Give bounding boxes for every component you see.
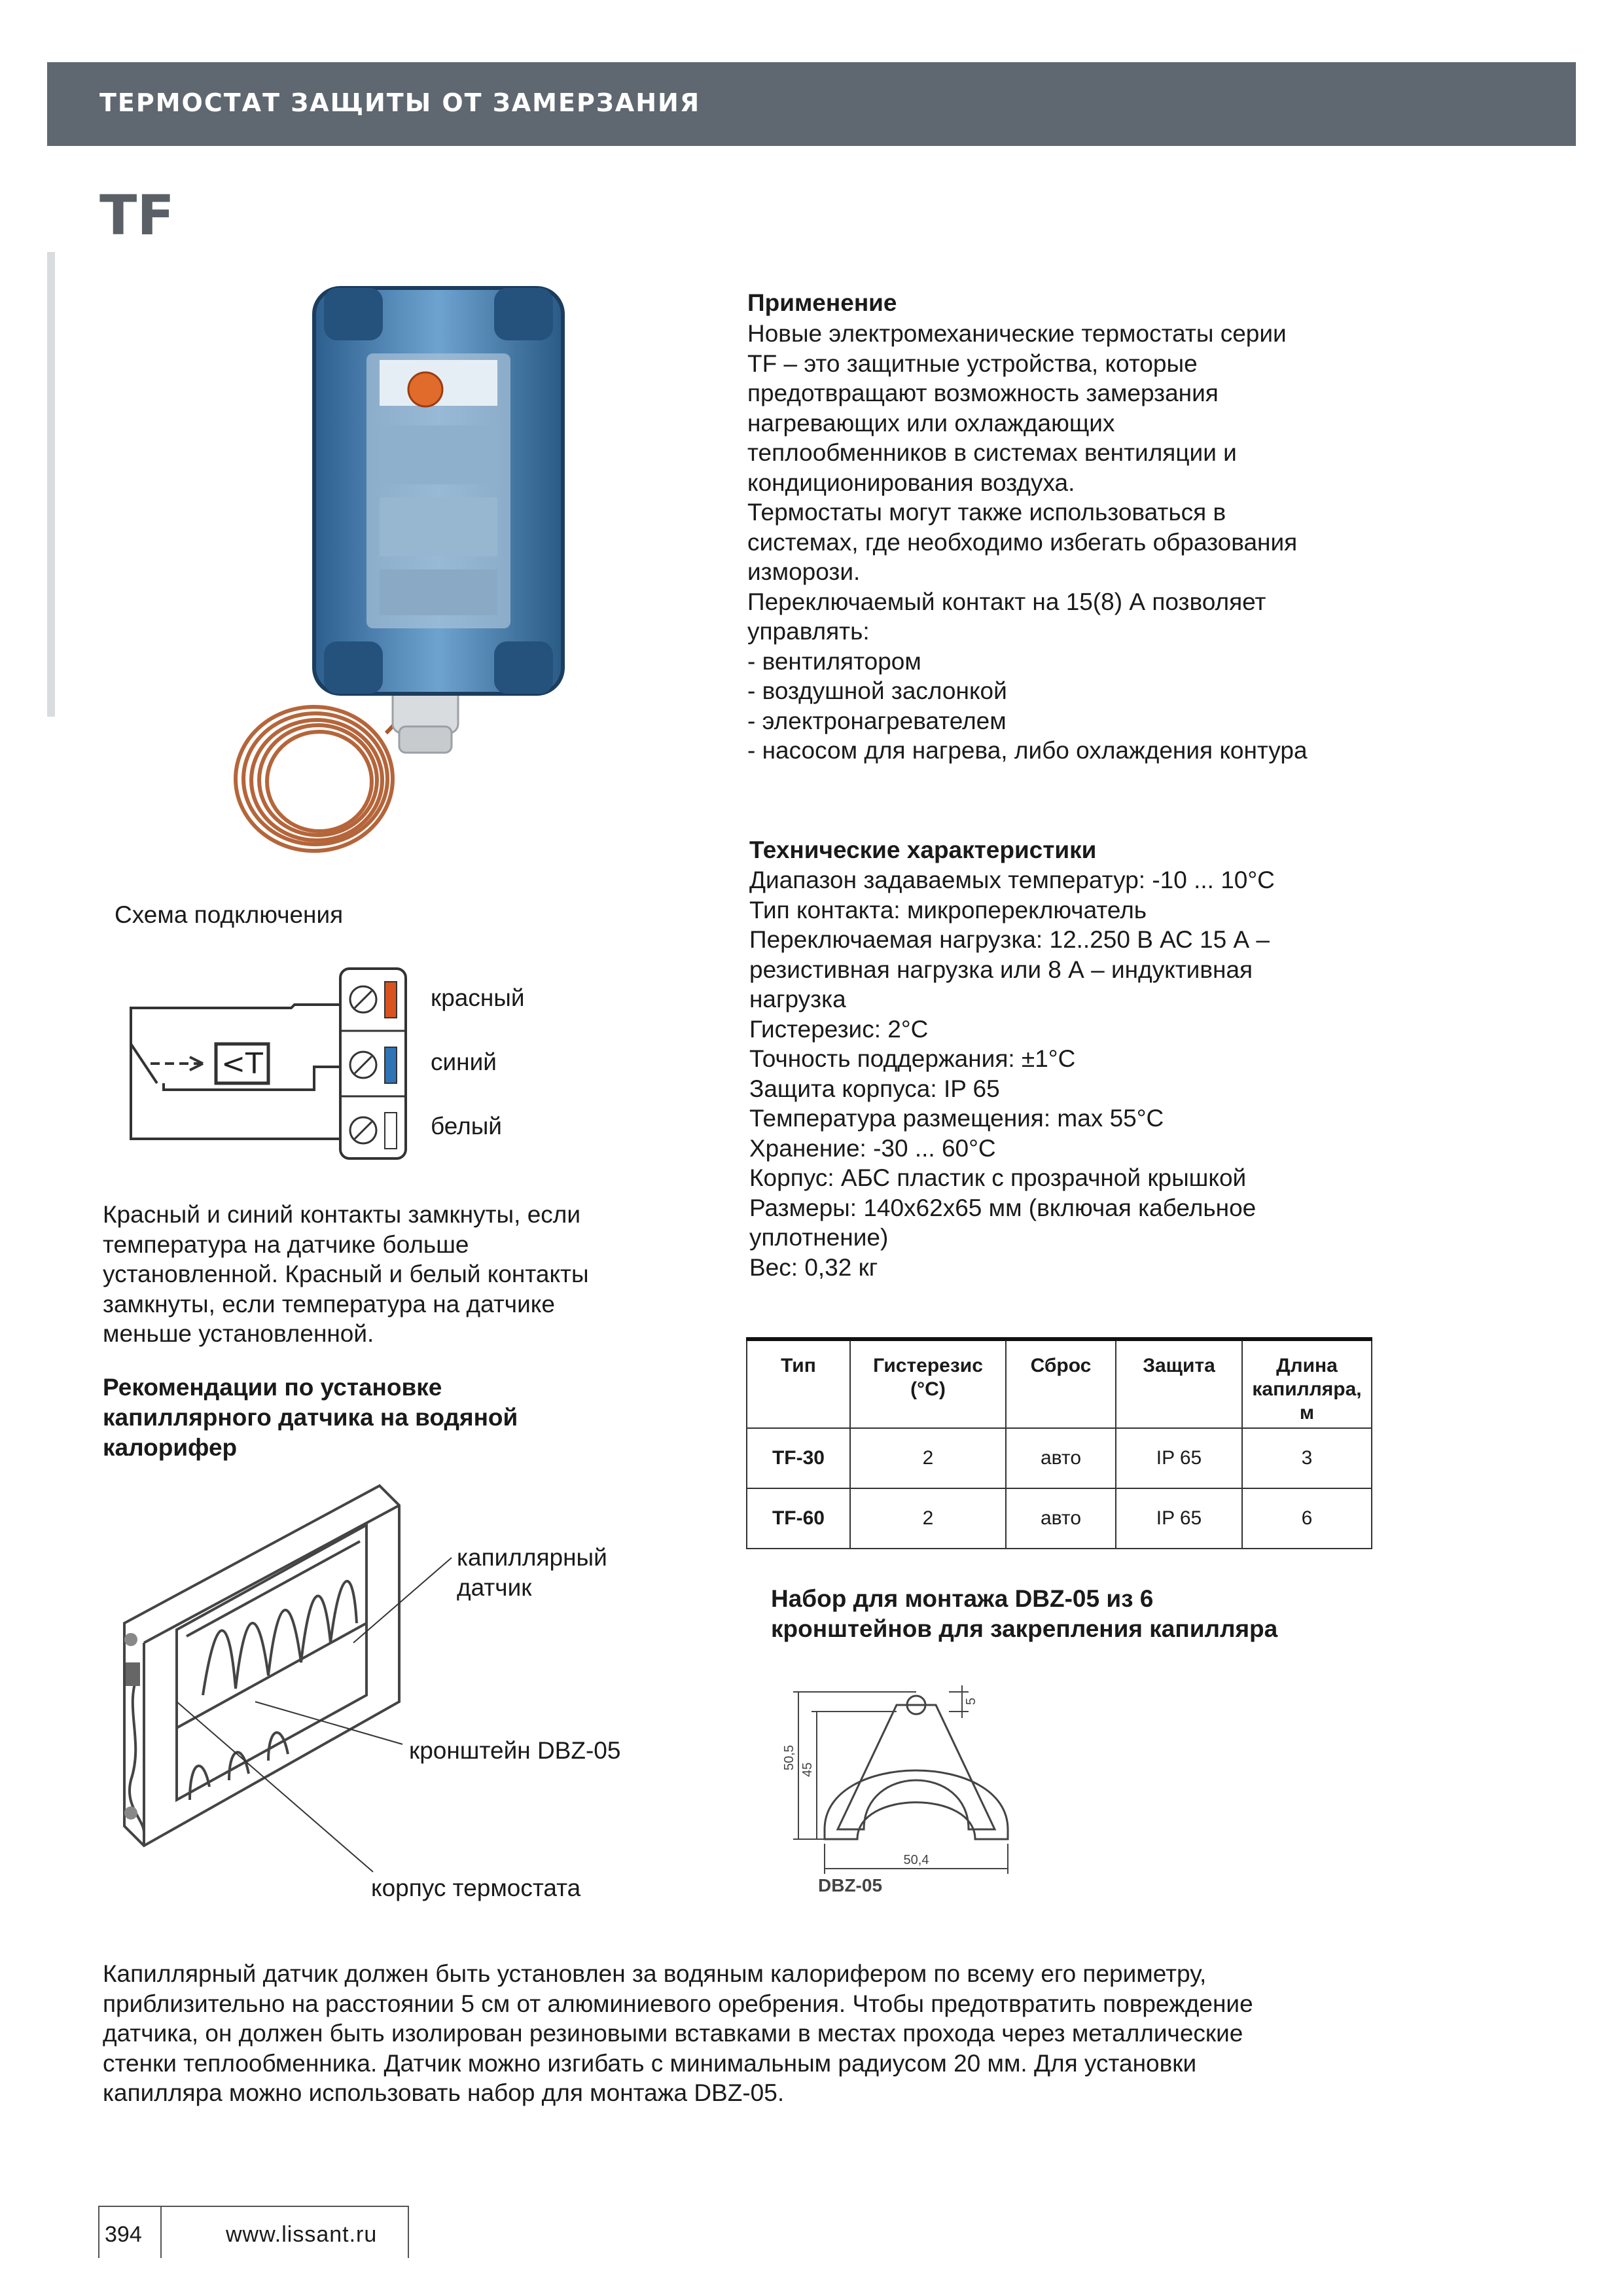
setpoint-knob (408, 372, 442, 406)
mount-kit-title: Набор для монтажа DBZ-05 из 6 кронштейнов для закрепления капилляра (771, 1585, 1278, 1642)
bottom-paragraph: Капиллярный датчик должен быть установлен за водяным калорифером по всему его периметру, приблизительно на расстоянии 5 см от алюминиевого оребрения. Чтобы предотвратить повреждение датчика, он должен быть изолирован резиновыми вставками в местах прохода через металлические стенки теплообменника. Датчик можно изгибать с минимальным радиусом 20 мм. Для установки капилляра можно использовать набор для монтажа DBZ-05. (103, 1960, 1253, 2106)
wire-label-red: красный (431, 984, 525, 1011)
wiring-title: Схема подключения (115, 901, 344, 928)
dim-total-height: 50,5 (782, 1745, 796, 1770)
temp-symbol: <T (221, 1047, 263, 1081)
table-cell: 3 (1242, 1428, 1372, 1488)
models-table (746, 1337, 1372, 1549)
wire-red (385, 982, 397, 1018)
table-row (747, 1428, 1372, 1488)
table-header: Гистерезис (°С) (850, 1339, 1006, 1428)
application-title: Применение (747, 289, 897, 316)
table-header: Тип (747, 1339, 850, 1428)
application-text: Новые электромеханические термостаты серии TF – это защитные устройства, которые предотвращают возможность замерзания нагревающих или охлаждающих теплообменников в системах вентиляции и кондиционирования воздуха. Термостаты могут также использоваться в системах, где необходимо избегать образования изморози. Переключаемый контакт на 15(8) А позволяет управлять: - вентилятором - воздушной заслонкой - электронагревателем - насосом для нагрева, либо охлаждения контура (747, 320, 1308, 764)
heater-diagram (105, 1479, 563, 1898)
section-title: ТЕРМОСТАТ ЗАЩИТЫ ОТ ЗАМЕРЗАНИЯ (99, 88, 701, 117)
dim-width: 50,4 (903, 1853, 929, 1867)
table-header: Сброс (1006, 1339, 1116, 1428)
table-cell: авто (1006, 1428, 1116, 1488)
bracket-name: DBZ-05 (818, 1875, 883, 1895)
wire-label-white: белый (431, 1113, 502, 1139)
label-capillary-sensor: капиллярный датчик (457, 1544, 607, 1601)
footer-url[interactable]: www.lissant.ru (226, 2222, 378, 2247)
thermostat-housing-mark (126, 1662, 140, 1686)
wiring-diagram (124, 959, 412, 1168)
dim-height: 45 (800, 1762, 815, 1777)
side-rule (47, 252, 55, 717)
wire-white (385, 1113, 397, 1149)
wire-label-blue: синий (431, 1049, 497, 1075)
table-cell: 2 (850, 1488, 1006, 1549)
thermostat-photo (216, 275, 582, 877)
install-title: Рекомендации по установке капиллярного датчика на водяной калорифер (103, 1374, 518, 1461)
table-cell: TF-60 (747, 1488, 850, 1549)
table-header-row (747, 1339, 1372, 1428)
label-thermostat-housing: корпус термостата (371, 1874, 581, 1901)
wire-blue (385, 1047, 397, 1083)
specs-title: Технические характеристики (749, 836, 1097, 863)
table-cell: IP 65 (1116, 1428, 1242, 1488)
table-cell: TF-30 (747, 1428, 850, 1488)
page-number: 394 (105, 2222, 142, 2247)
table-header: Защита (1116, 1339, 1242, 1428)
table-cell: 2 (850, 1428, 1006, 1488)
table-cell: 6 (1242, 1488, 1372, 1549)
table-row (747, 1488, 1372, 1549)
header-bar (47, 62, 1576, 146)
table-cell: IP 65 (1116, 1488, 1242, 1549)
dim-top: 5 (964, 1697, 978, 1705)
specs-text: Диапазон задаваемых температур: -10 ... 10°С Тип контакта: микропереключатель Переключаемая нагрузка: 12..250 В АС 15 А – резистивная нагрузка или 8 А – индуктивная нагрузка Гистерезис: 2°С Точность поддержания: ±1°С Защита корпуса: IP 65 Температура размещения: max 55°С Хранение: -30 ... 60°С Корпус: АБС пластик с прозрачной крышкой Размеры: 140х62х65 мм (включая кабельное уплотнение) Вес: 0,32 кг (749, 867, 1275, 1281)
label-bracket: кронштейн DBZ-05 (409, 1737, 621, 1764)
table-header: Длина капилляра, м (1242, 1339, 1372, 1428)
model-title: TF (99, 183, 175, 247)
wiring-description: Красный и синий контакты замкнуты, если температура на датчике больше установленной. Красный и белый контакты замкнуты, если температура на датчике меньше установленной. (103, 1201, 589, 1347)
bracket-drawing (779, 1672, 1054, 1905)
table-cell: авто (1006, 1488, 1116, 1549)
copper-coil (236, 681, 410, 851)
